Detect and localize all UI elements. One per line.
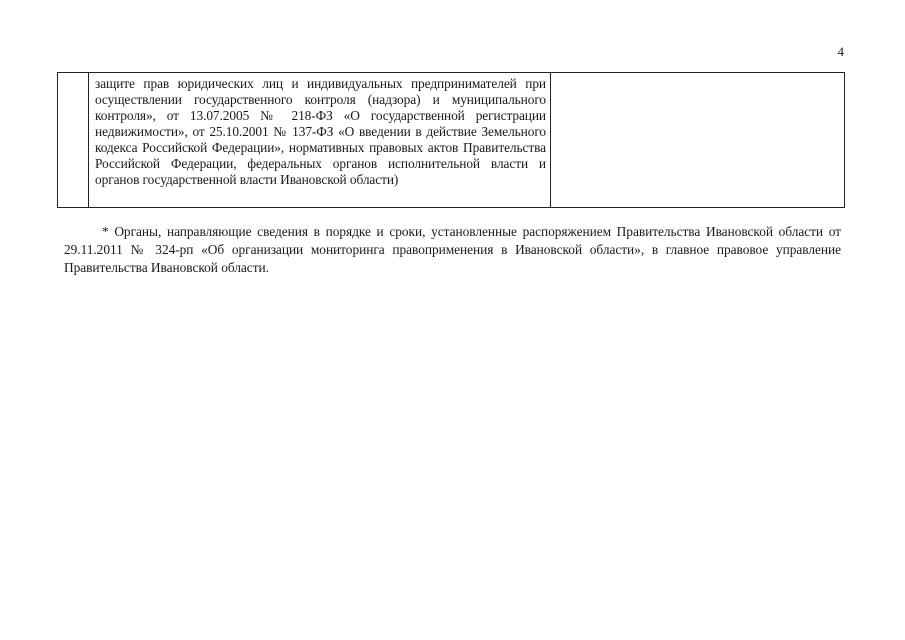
continuation-table bbox=[57, 72, 845, 208]
table-cell-source bbox=[89, 73, 551, 208]
table-row bbox=[58, 73, 845, 208]
page-number: 4 bbox=[837, 44, 844, 59]
table-cell-notes bbox=[551, 73, 845, 208]
continued-source-text: защите прав юридических лиц и индивидуальных предпринимателей при осуществлении государственного контроля (надзора) и муниципального контроля», от 13.07.2005 № 218-ФЗ «О государственной регистрации недвижимости», от 25.10.2001 № 137-ФЗ «О введении в действие Земельного кодекса Российской Федерации», нормативных правовых актов Правительства Российской Федерации, федеральных органов исполнительной власти и органов государственной власти Ивановской области) bbox=[95, 76, 546, 187]
footnote: * Органы, направляющие сведения в порядке и сроки, установленные распоряжением Правительства Ивановской области от 29.11.2011 № 324-рп «Об организации мониторинга правоприменения в Ивановской области», в главное правовое управление Правительства Ивановской области. bbox=[64, 224, 841, 275]
table-cell-number bbox=[58, 73, 89, 208]
